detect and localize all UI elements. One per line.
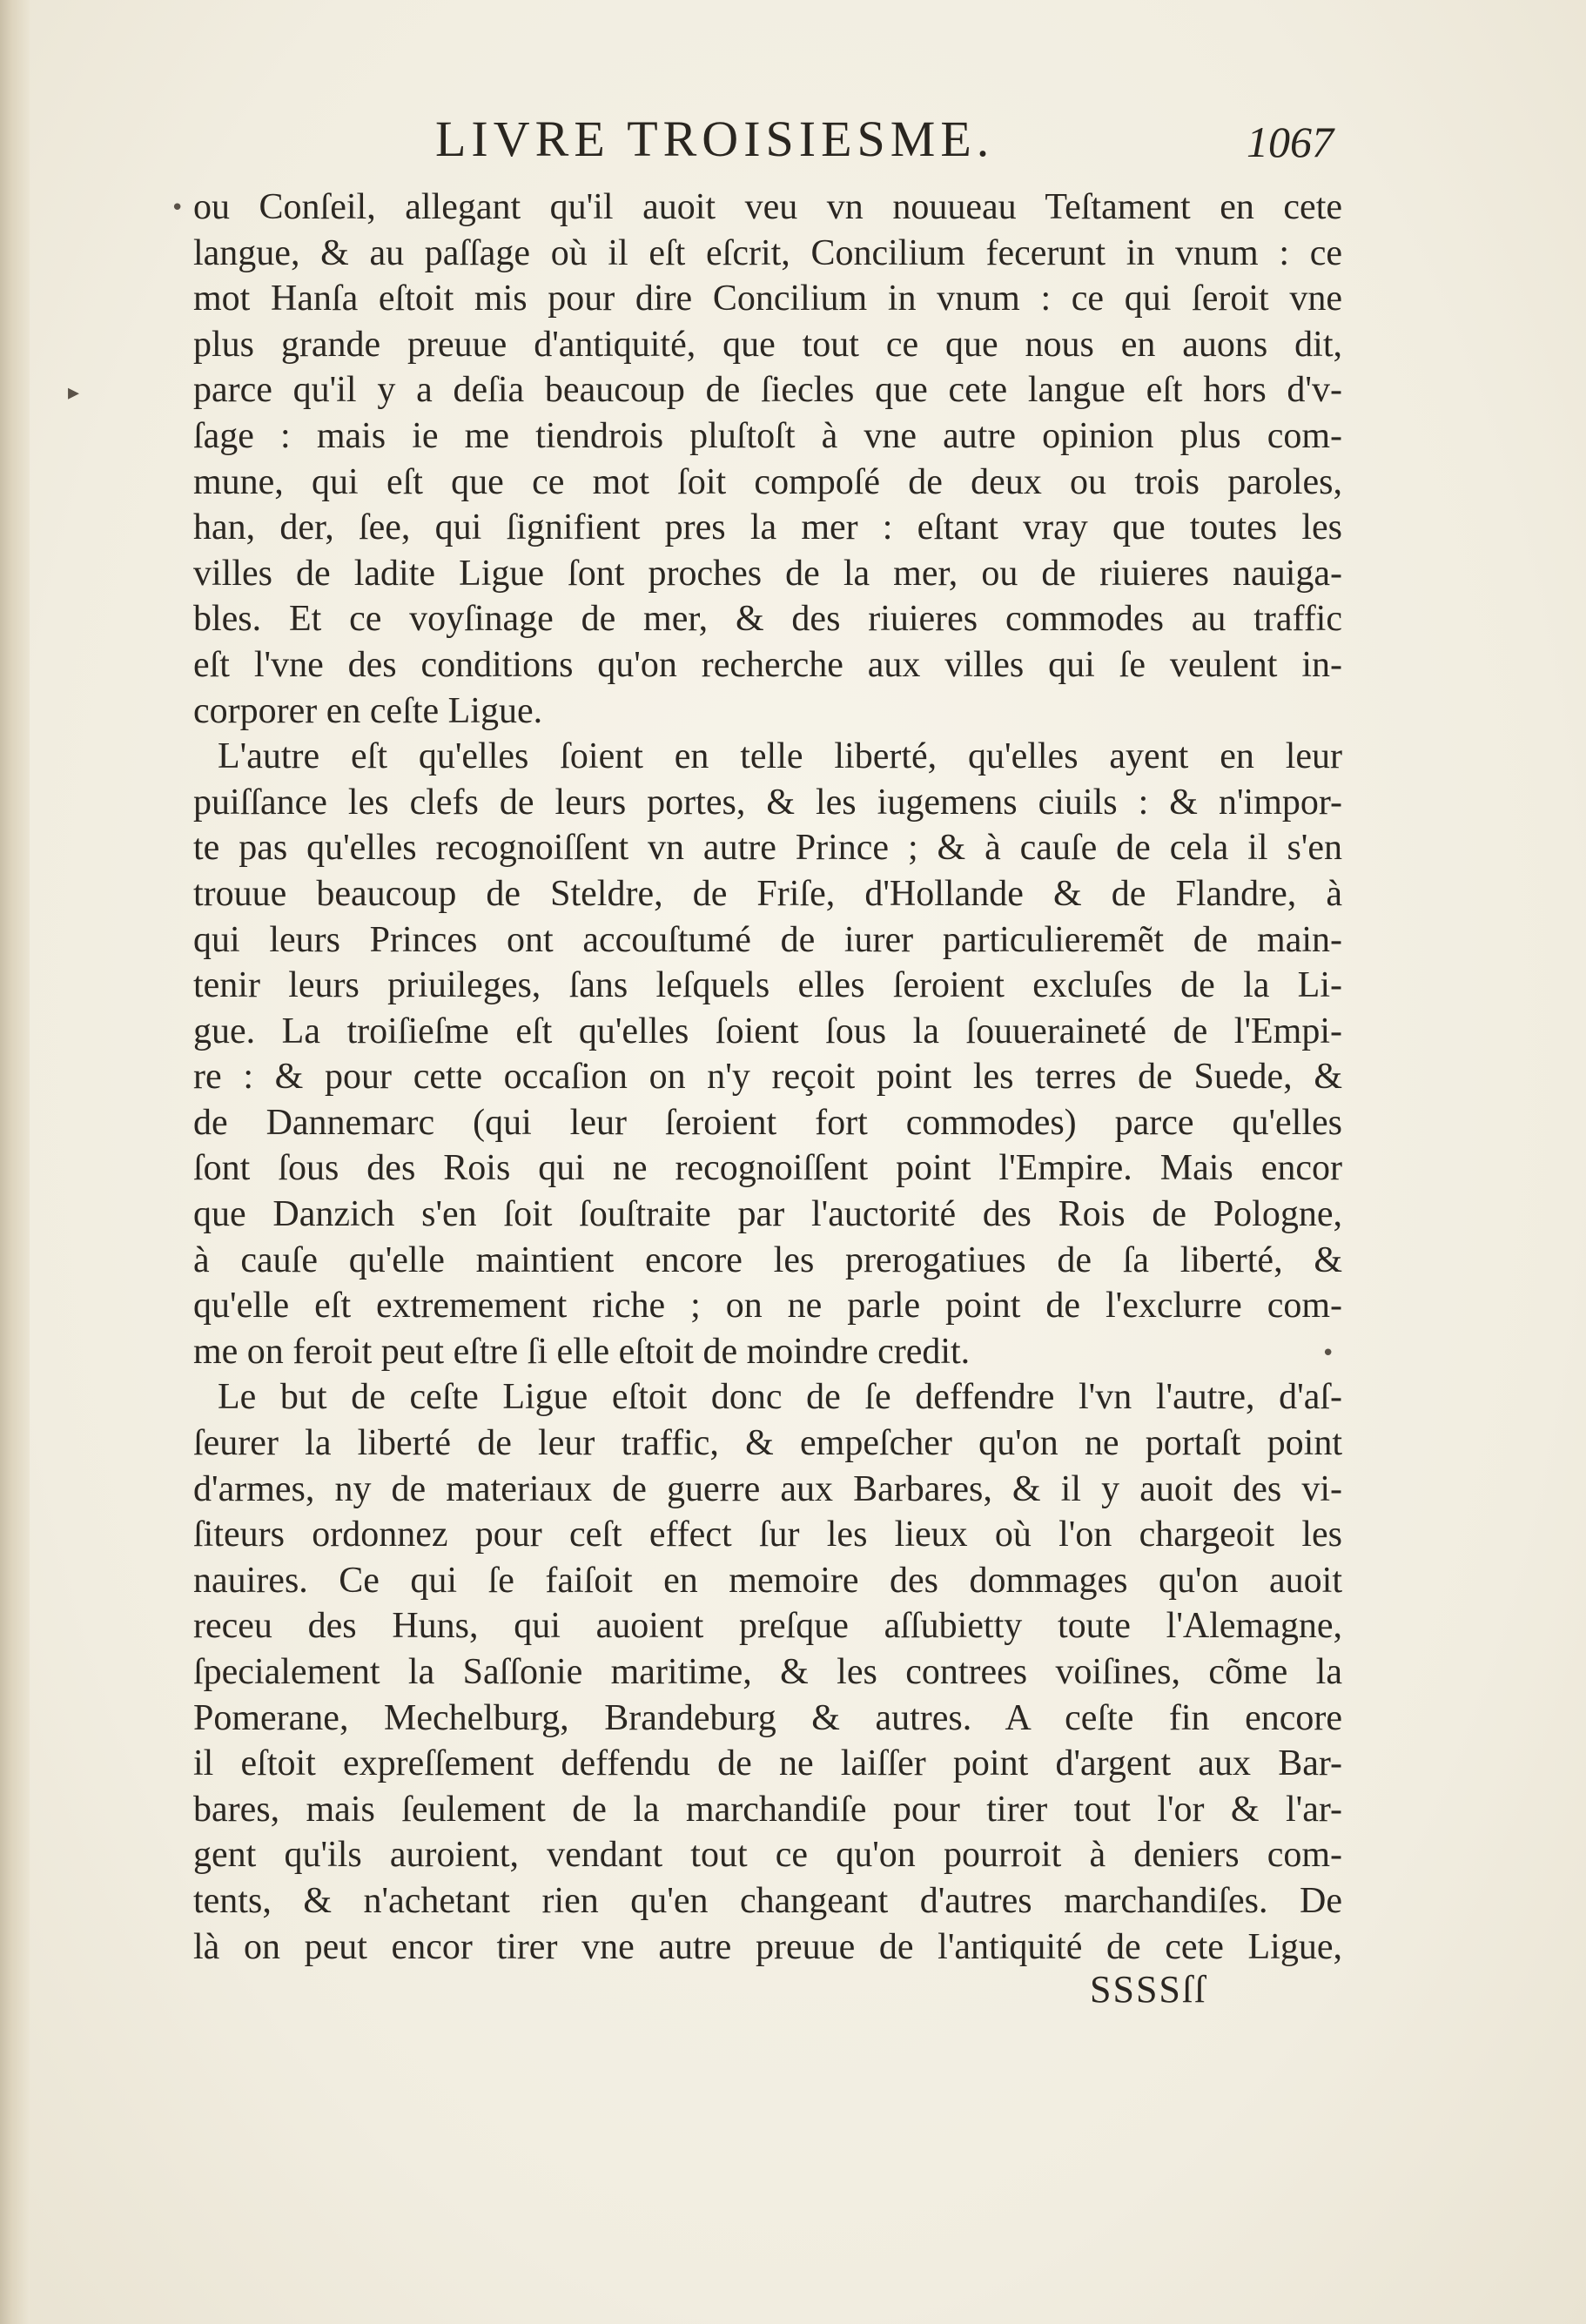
margin-dot-mark: • [171, 195, 185, 221]
text-line: gent qu'ils auroient, vendant tout ce qu'on pourroit à deniers com- [193, 1835, 1342, 1876]
text-line: tenir leurs priuileges, ſans leſquels elles ſeroient excluſes de la Li- [193, 965, 1342, 1006]
text-line: il eſtoit expreſſement deffendu de ne laiſſer point d'argent aux Bar- [193, 1743, 1342, 1784]
text-line: re : & pour cette occaſion on n'y reçoit point les terres de Suede, & [193, 1057, 1342, 1098]
page-number: 1067 [1247, 118, 1334, 166]
text-line: Le but de ceſte Ligue eſtoit donc de ſe deffendre l'vn l'autre, d'aſ- [218, 1377, 1342, 1418]
text-line: plus grande preuue d'antiquité, que tout ce que nous en auons dit, [193, 324, 1342, 365]
margin-dot-mark: • [1321, 1340, 1335, 1367]
text-line: mune, qui eſt que ce mot ſoit compoſé de deux ou trois paroles, [193, 461, 1342, 502]
text-line: mot Hanſa eſtoit mis pour dire Concilium in vnum : ce qui ſeroit vne [193, 279, 1342, 319]
text-line: d'armes, ny de materiaux de guerre aux Barbares, & il y auoit des vi- [193, 1468, 1342, 1509]
text-line: bles. Et ce voyſinage de mer, & des riuieres commodes au traffic [193, 599, 1342, 640]
text-line: han, der, ſee, qui ſignifient pres la mer : eſtant vray que toutes les [193, 507, 1342, 548]
text-line: qui leurs Princes ont accouſtumé de iurer particulieremẽt de main- [193, 919, 1342, 960]
text-line: ſpecialement la Saſſonie maritime, & les contrees voiſines, cõme la [193, 1652, 1342, 1692]
text-line: villes de ladite Ligue ſont proches de la mer, ou de riuieres nauiga- [193, 553, 1342, 594]
running-head: LIVRE TROISIESME. [435, 111, 995, 167]
text-line: langue, & au paſſage où il eſt eſcrit, Concilium fecerunt in vnum : ce [193, 232, 1342, 273]
text-line: ſiteurs ordonnez pour ceſt effect ſur les lieux où l'on chargeoit les [193, 1515, 1342, 1555]
text-line: corporer en ceſte Ligue. [193, 690, 543, 731]
binding-edge [0, 0, 30, 2324]
text-line: que Danzich s'en ſoit ſouſtraite par l'auctorité des Rois de Pologne, [193, 1194, 1342, 1235]
text-line: ou Conſeil, allegant qu'il auoit veu vn nouueau Teſtament en cete [193, 187, 1342, 227]
text-line: bares, mais ſeulement de la marchandiſe pour tirer tout l'or & l'ar- [193, 1789, 1342, 1830]
body-text [193, 185, 1342, 1970]
text-line: qu'elle eſt extremement riche ; on ne parle point de l'exclurre com- [193, 1286, 1342, 1327]
text-line: de Dannemarc (qui leur ſeroient fort commodes) parce qu'elles [193, 1102, 1342, 1143]
text-line: receu des Huns, qui auoient preſque aſſubietty toute l'Alemagne, [193, 1606, 1342, 1647]
text-line: là on peut encor tirer vne autre preuue de l'antiquité de cete Ligue, [193, 1926, 1342, 1967]
text-line: eſt l'vne des conditions qu'on recherche aux villes qui ſe veulent in- [193, 644, 1342, 685]
text-line: parce qu'il y a deſia beaucoup de ſiecles que cete langue eſt hors d'v- [193, 370, 1342, 411]
text-line: gue. La troiſieſme eſt qu'elles ſoient ſous la ſouueraineté de l'Empi- [193, 1011, 1342, 1051]
text-line: tents, & n'achetant rien qu'en changeant d'autres marchandiſes. De [193, 1880, 1342, 1921]
text-line: trouue beaucoup de Steldre, de Friſe, d'Hollande & de Flandre, à [193, 873, 1342, 914]
text-line: ſont ſous des Rois qui ne recognoiſſent point l'Empire. Mais encor [193, 1148, 1342, 1189]
text-line: puiſſance les clefs de leurs portes, & les iugemens ciuils : & n'impor- [193, 782, 1342, 823]
text-line: ſeurer la liberté de leur traffic, & empeſcher qu'on ne portaſt point [193, 1423, 1342, 1464]
text-line: Pomerane, Mechelburg, Brandeburg & autres. A ceſte fin encore [193, 1697, 1342, 1738]
signature-mark: SSSSſſ [1090, 1968, 1207, 2011]
text-line: à cauſe qu'elle maintient encore les prerogatiues de ſa liberté, & [193, 1239, 1342, 1280]
text-line: ſage : mais ie me tiendrois pluſtoſt à vne autre opinion plus com- [193, 415, 1342, 456]
text-line: te pas qu'elles recognoiſſent vn autre Prince ; & à cauſe de cela il s'en [193, 828, 1342, 869]
margin-arrow-mark: ▸ [68, 379, 80, 406]
text-line: nauires. Ce qui ſe faiſoit en memoire des dommages qu'on auoit [193, 1560, 1342, 1601]
text-line: me on feroit peut eſtre ſi elle eſtoit de moindre credit. [193, 1331, 971, 1372]
text-line: L'autre eſt qu'elles ſoient en telle liberté, qu'elles ayent en leur [218, 736, 1342, 777]
